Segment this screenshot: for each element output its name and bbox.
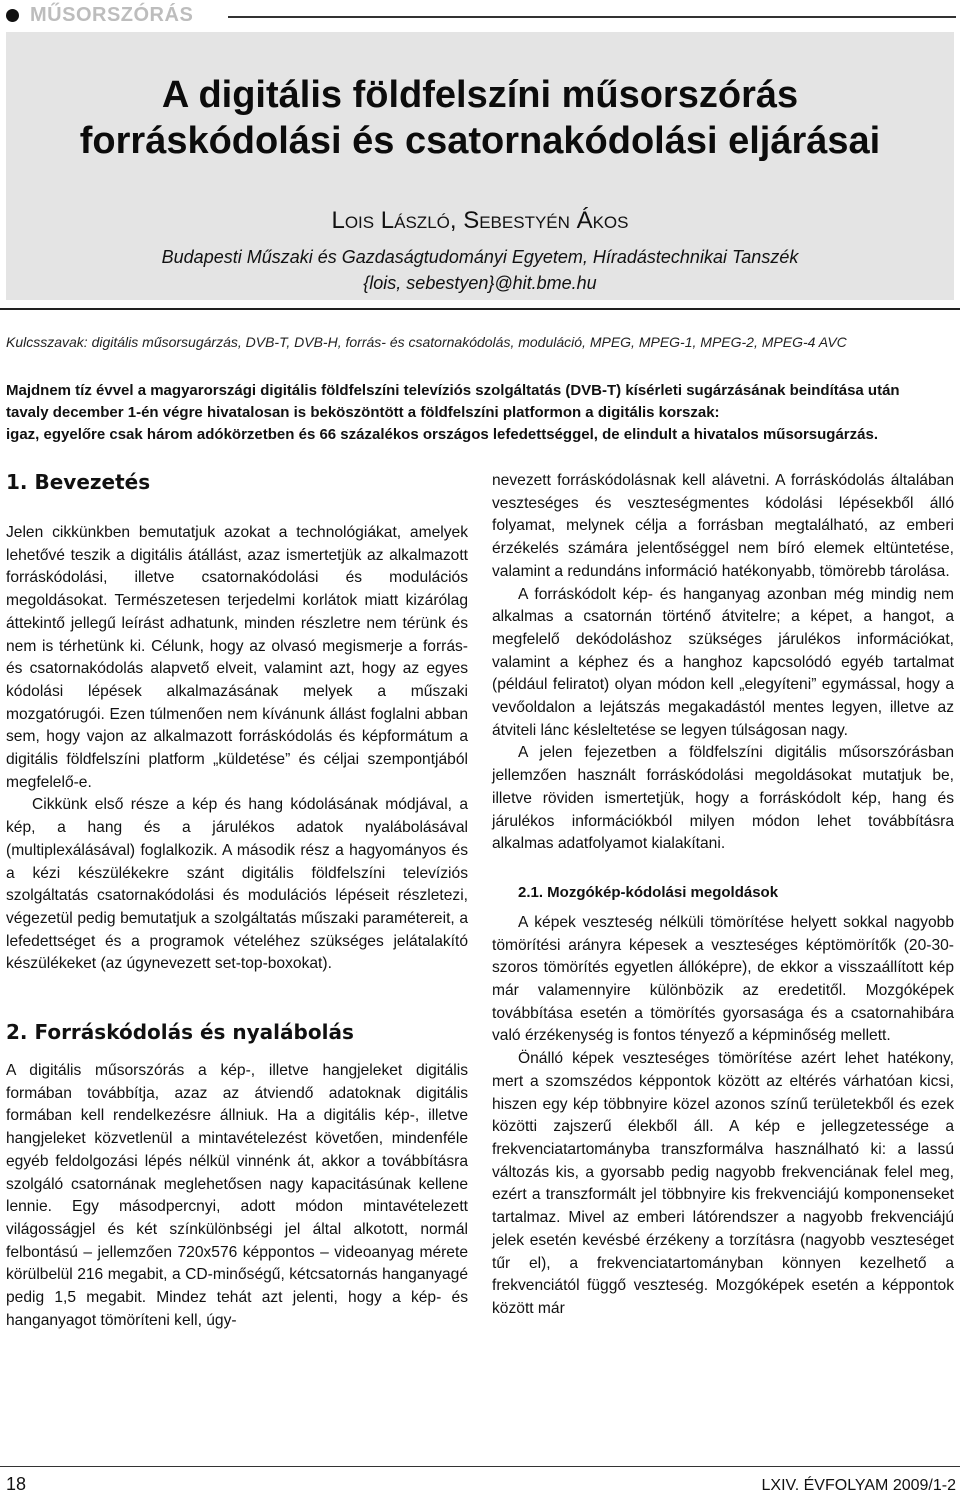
keywords: Kulcsszavak: digitális műsorsugárzás, DVB-T, DVB-H, forrás- és csatornakódolás, moduláció, MPEG, MPEG-1, MPEG-2, MPEG-4 AVC [6,334,847,350]
paragraph: Cikkünk első része a kép és hang kódolásának módjával, a kép, a hang és a járulékos adatok nyalábolásával (multiplexálásával) foglalkozik. A második rész a hagyományos és a kézi készülékekre szánt digitális földfelszíni televíziós szolgáltatás csatornakódolási és modulációs lépéseit részletezi, végezetül pedig bemutatjuk a szolgáltatás műszaki paramétereit, a lefedettséget és a programok vételéhez szükséges jelátalakító készülékeket (az úgynevezett set-top-boxokat). [6,796,468,973]
section-rule [228,16,956,18]
paragraph: A digitális műsorszórás a kép-, illetve hangjeleket digitális formában továbbítja, azaz az átviendő adatoknak digitális formában kell rendelkezésre állniuk. Ha a digitális kép-, illetve hangjeleket közvetlenül a mintavételezést követően, mindenféle egyéb feldolgozási lépés nélkül vinnénk át, akkor a továbbításra szolgáló csatornának meglehetősen nagy kapacitásúnak kellene lennie. Egy másodpercnyi, adott módon mintavételezett világosságjel és két színkülönbségi jel által alkotott, normál felbontású – jellemzően 720x576 képpontos – videoanyag mérete körülbelül 216 megabit, a CD-minőségű, kétcsatornás hanganyagé pedig 1,5 megabit. Mindez tehát azt jelenti, hogy a kép- és hanganyagot tömöríteni kell, úgy- [6,1062,468,1329]
paragraph: A forráskódolt kép- és hanganyag azonban még mindig nem alkalmas a csatornán történő átvitelre; a képet, a hangot, a megfelelő dekódoláshoz szükséges járulékos információkat, valamint a képhez és a hanghoz kapcsolódó egyéb tartalmat (például feliratot) olyan módon kell „elegyíteni” egymással, hogy a vevőoldalon a lejátszás megakadástól mentes legyen, illetve az átviteli lánc késleltetése se legyen túlságosan nagy. [492,585,954,739]
volume-label: LXIV. ÉVFOLYAM 2009/1-2 [761,1477,956,1494]
section-header [6,4,956,26]
title-line-2: forráskódolási és csatornakódolási eljárásai [79,120,881,162]
abstract-line-3: igaz, egyelőre csak három adókörzetben és 66 százalékos országos lefedettséggel, de elindult a hivatalos műsorsugárzás. [6,426,878,443]
footer-rule [0,1466,960,1467]
heading-source-coding: 2. Forráskódolás és nyalábolás [6,1020,354,1045]
article-title [6,72,954,164]
left-column [6,470,468,1333]
page-number: 18 [6,1474,27,1494]
abstract-line-2: tavaly december 1-én végre hivatalosan is beköszöntött a földfelszíni platformon a digitális korszak: [6,404,720,421]
paragraph: A jelen fejezetben a földfelszíni digitális műsorszórásban jellemzően használt forráskódolási megoldásokat mutatjuk be, illetve röviden ismertetjük, hogy a forráskódolt kép, hang és járulékos információkból milyen módon lehet továbbításra alkalmas adatfolyamot kialakítani. [492,744,954,853]
abstract-line-1: Majdnem tíz évvel a magyarországi digitális földfelszíni televíziós szolgáltatás (DVB-T) kísérleti sugárzásának beindítása után [6,382,900,399]
title-line-1: A digitális földfelszíni műsorszórás [161,74,799,116]
subheading-motion-coding: 2.1. Mozgókép-kódolási megoldások [518,883,779,901]
paragraph: Jelen cikkünkben bemutatjuk azokat a technológiákat, amelyek lehetővé teszik a digitális átállást, azaz ismertetjük az alkalmazott forráskódolási, illetve csatornakódolási és modulációs megoldásokat. Természetesen terjedelmi korlátok miatt kizárólag áttekintő jellegű leírást adhatunk, minden részletre nem térünk és nem is térhetünk ki. Célunk, hogy az olvasó megismerje a forrás- és csatornakódolás alapvető elveit, valamint azt, hogy az egyes kódolási lépések alkalmazásának melyek a műszaki mozgatórugói. Ezen túlmenően nem kívánunk állást foglalni abban sem, hogy vajon az alkalmazott forráskódolás és képformátum a digitális földfelszíni platform „küldetése” és céljai szempontjából megfelelő-e. [6,524,468,791]
affiliation: Budapesti Műszaki és Gazdaságtudományi Egyetem, Híradástechnikai Tanszék [161,247,799,267]
paragraph: A képek veszteség nélküli tömörítése helyett sokkal nagyobb tömörítési arányra képesek a veszteséges képtömörítők (20-30-szoros tömörítés egyetlen állóképre), de ekkor a visszaállított kép már valamennyire különbözik az eredetitől. Mozgóképek továbbítása esetén a tömörítés gyorsasága és a csatornahibára való érzékenység is fontos tényező a képminőség mellett. [492,913,954,1045]
title-box [6,32,954,300]
authors: Lois László, Sebestyén Ákos [331,207,629,234]
paragraph: Önálló képek veszteséges tömörítése azért lehet hatékony, mert a szomszédos képpontok között az eltérés várhatóan kicsi, hiszen egy kép többnyire közel azonos színű területekből és ezek közötti zajszerű élekből áll. A kép e jellegzetessége a frekvenciatartományba transzformálva használható ki: a lassú változás kis, a gyorsabb pedig nagyobb frekvenciának felel meg, ezért a transzformált jel többnyire kis frekvenciájú komponenseket tartalmaz. Mivel az emberi látórendszer a nagyobb frekvenciájú jelek esetén kevésbé érzékeny a torzításra (nagyobb veszteséget tűr el), a frekvenciatartományban könnyen kezelhető a frekvenciától függő veszteség. Mozgóképek esetén a képpontok között már [492,1050,954,1317]
section-label: MŰSORSZÓRÁS [30,4,194,26]
bullet-icon [6,9,19,22]
heading-introduction: 1. Bevezetés [6,470,151,494]
email: {lois, sebestyen}@hit.bme.hu [363,273,597,293]
right-column [492,470,954,1321]
abstract [6,380,954,446]
divider [0,308,960,310]
paragraph: nevezett forráskódolásnak kell alávetni. A forráskódolás általában veszteséges és veszteségmentes kódolási lépésekből álló folyamat, melynek célja a forrásban megtalálható, az emberi érzékelés számára jelentőséggel nem bíró elemek eltüntetése, valamint a redundáns információ hatékonyabb, tömörebb tárolása. [492,472,954,580]
